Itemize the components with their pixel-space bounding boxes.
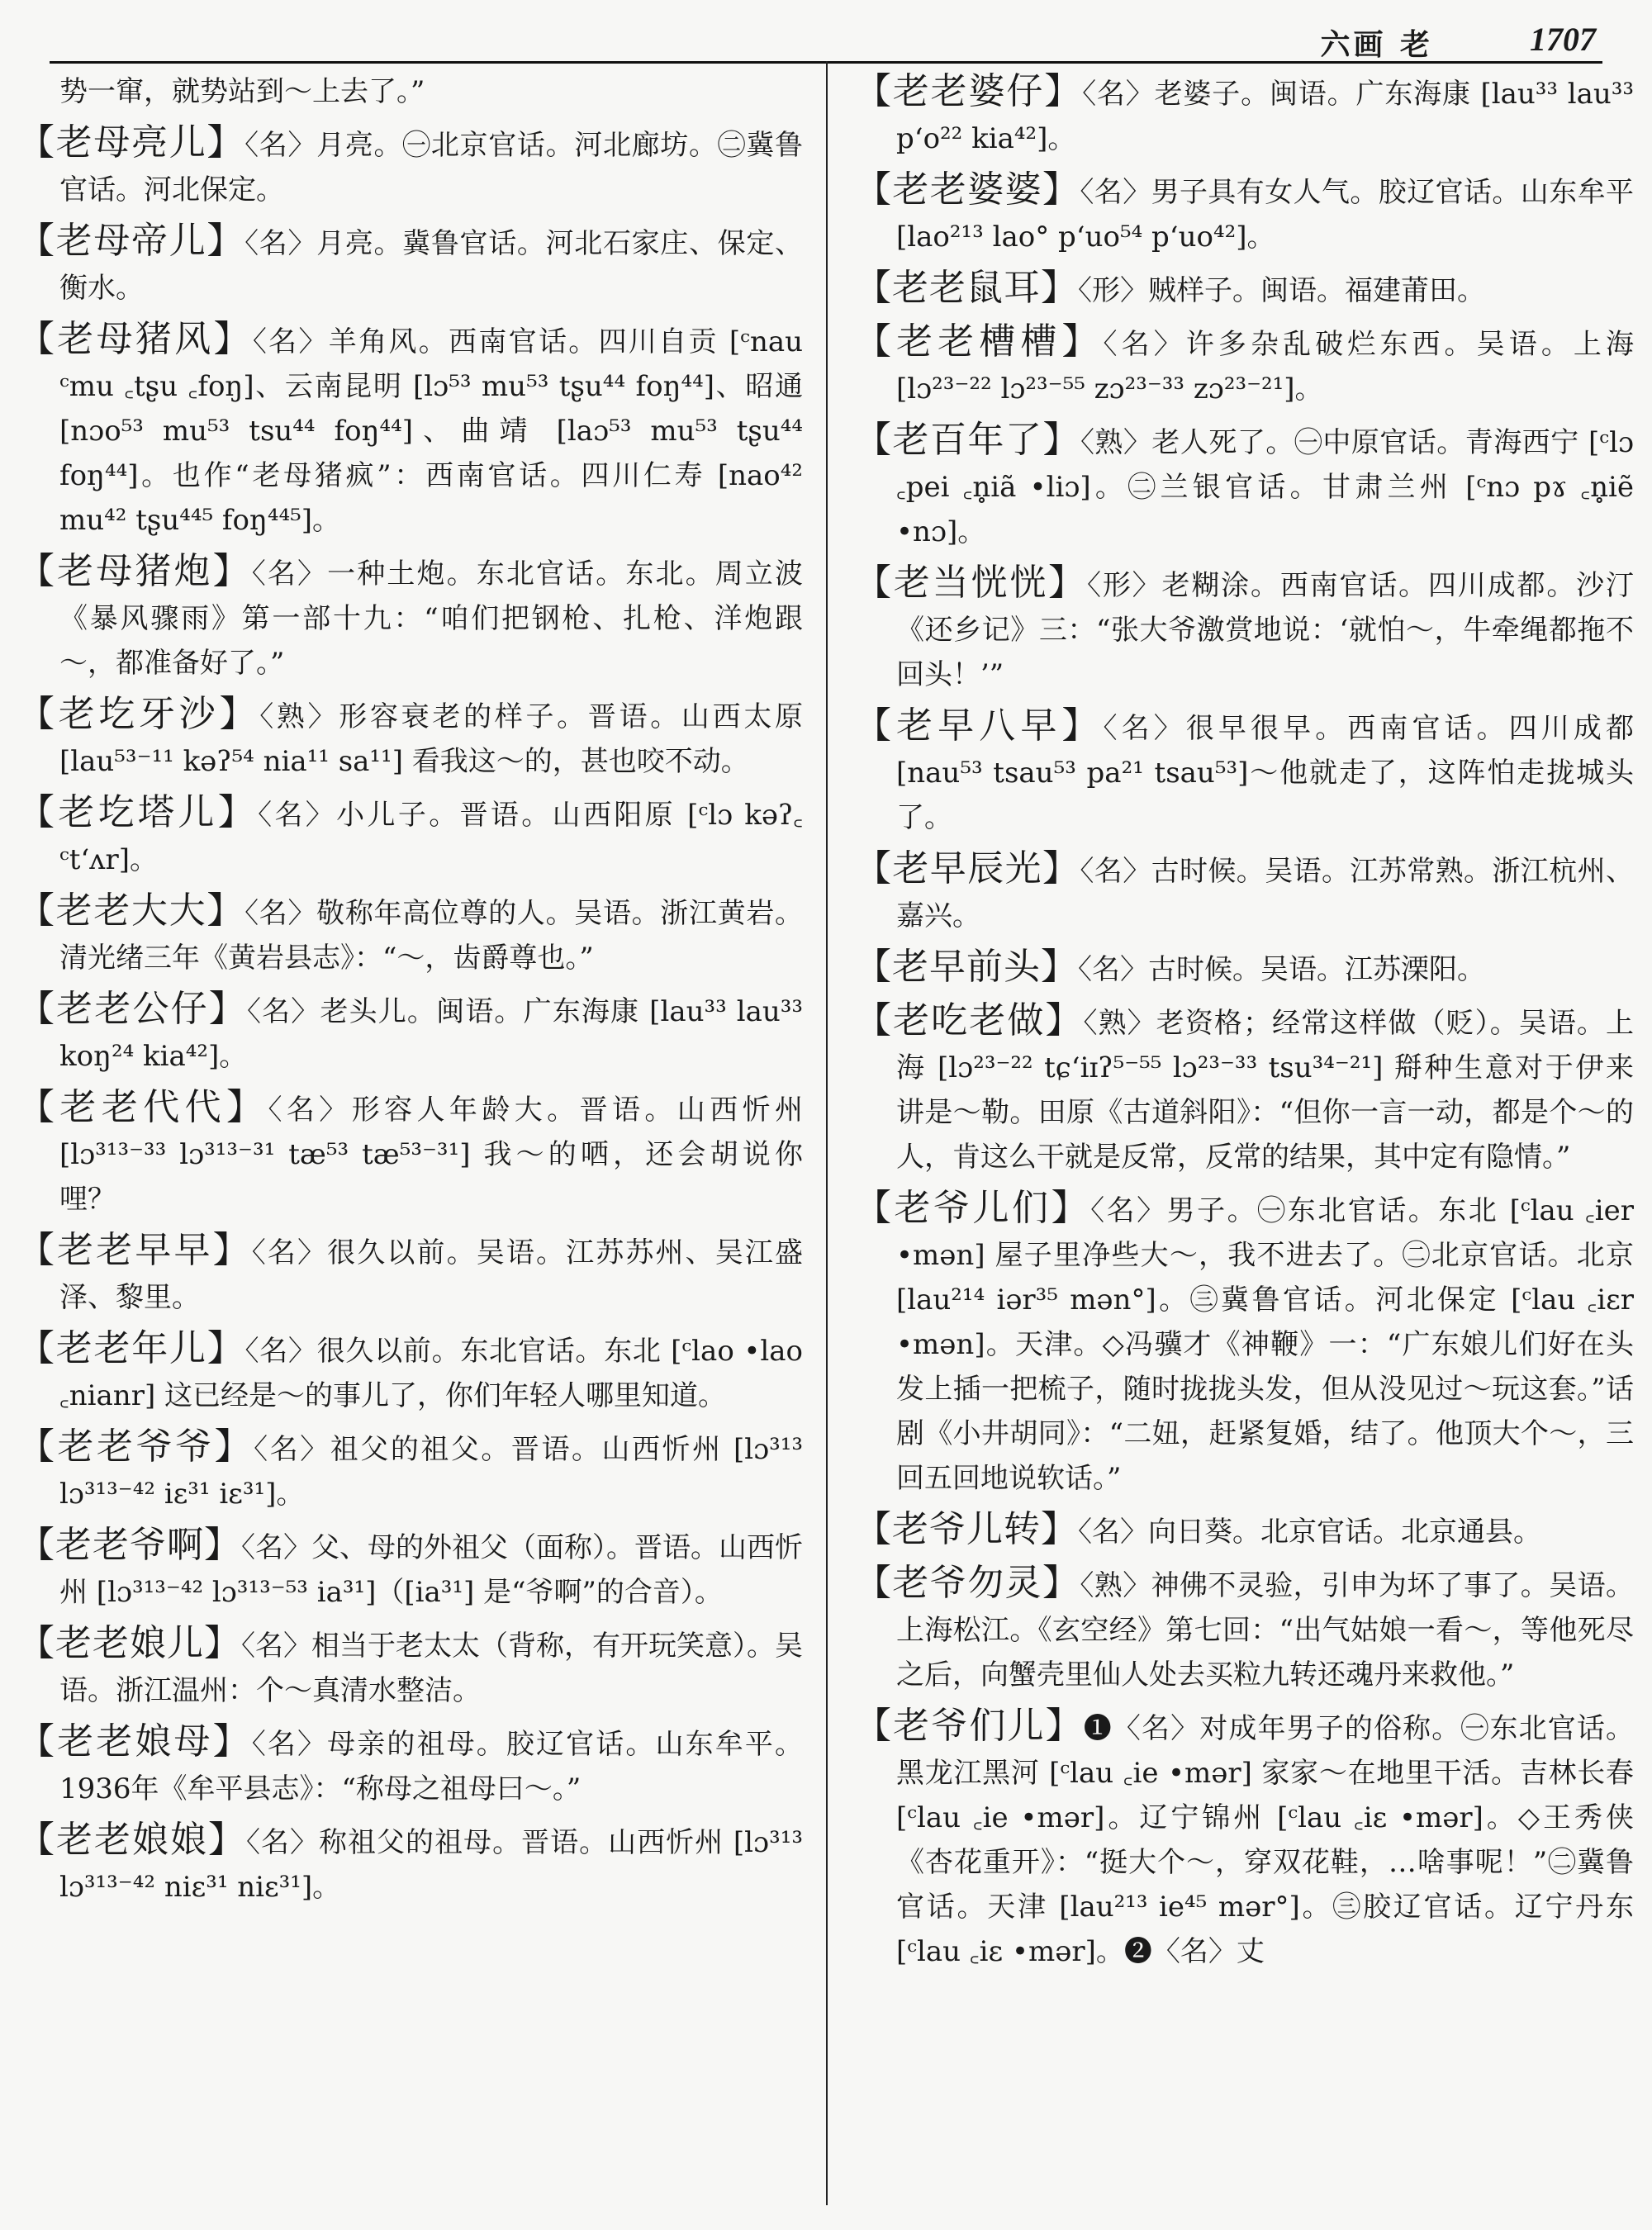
column-divider: [826, 61, 828, 2205]
dictionary-entry: [18, 1523, 803, 1615]
entry-headword: 【老爷儿转】: [855, 1508, 1078, 1550]
entry-part-of-speech: 〈形〉: [1087, 569, 1162, 602]
dictionary-entry: [18, 121, 803, 212]
entry-part-of-speech: 〈熟〉: [1083, 1007, 1156, 1040]
dictionary-entry: [18, 1085, 803, 1222]
dictionary-entry: [855, 69, 1634, 161]
entry-part-of-speech: 〈名〉: [1080, 855, 1151, 888]
entry-part-of-speech: 〈名〉: [244, 897, 317, 930]
entry-part-of-speech: 〈名〉: [1080, 176, 1151, 209]
section-label: 六画 老: [1320, 27, 1433, 62]
entry-part-of-speech: 〈名〉: [246, 1826, 320, 1859]
entry-headword: 【老早八早】: [855, 705, 1104, 747]
dictionary-entry: [855, 999, 1634, 1179]
entry-headword: 【老吃老做】: [855, 999, 1084, 1041]
dictionary-entry: [855, 266, 1634, 313]
entry-definition: 月亮。㊀北京官话。河北廊坊。㊁冀鲁官话。河北保定。: [59, 129, 804, 206]
entry-headword: 【老百年了】: [855, 419, 1080, 461]
entry-part-of-speech: 〈名〉: [251, 558, 328, 591]
dictionary-entry: [18, 692, 803, 784]
entry-definition: 月亮。冀鲁官话。河北石家庄、保定、衡水。: [59, 227, 804, 305]
entry-definition: 贼样子。闽语。福建莆田。: [1148, 274, 1485, 307]
entry-headword: 【老圪牙沙】: [18, 693, 260, 735]
entry-headword: 【老老爷啊】: [18, 1524, 241, 1566]
entry-part-of-speech: 〈名〉: [251, 1728, 328, 1761]
dictionary-entry: [855, 1561, 1634, 1697]
entry-part-of-speech: 〈名〉: [268, 1094, 352, 1127]
entry-headword: 【老母猪风】: [18, 318, 253, 360]
entry-headword: 【老老娘儿】: [18, 1622, 241, 1664]
entry-definition: 羊角风。西南官话。四川自贡 [ᶜnau ᶜmu ꜀tʂu ꜀foŋ]、云南昆明 [lɔ⁵³ mu⁵³ tʂu⁴⁴ foŋ⁴⁴]、昭通 [nɔo⁵³ mu⁵³ tsu⁴⁴ foŋ⁴⁴]、曲靖 [laɔ⁵³ mu⁵³ tʂu⁴⁴ foŋ⁴⁴]。也作“老母猪疯”：西南官话。四川仁寿 [nao⁴² mu⁴² tʂu⁴⁴⁵ foŋ⁴⁴⁵]。: [59, 325, 804, 537]
entry-part-of-speech: 〈名〉: [1078, 1516, 1148, 1549]
entry-definition: 许多杂乱破烂东西。吴语。上海 [lɔ²³⁻²² lɔ²³⁻⁵⁵ zɔ²³⁻³³ zɔ²³⁻²¹]。: [896, 328, 1635, 406]
entry-definition: 很早很早。西南官话。四川成都 [nau⁵³ tsau⁵³ pa²¹ tsau⁵³]～他就走了，这阵怕走拢城头了。: [896, 712, 1635, 834]
entry-headword: 【老母帝儿】: [18, 220, 245, 262]
entry-definition: 老资格；经常这样做（贬）。吴语。上海 [lɔ²³⁻²² tɕ‘iɪʔ⁵⁻⁵⁵ lɔ²³⁻³³ tsu³⁴⁻²¹] 搿种生意对于伊来讲是～勒。田原《古道斜阳》：“但你一言一动，都是个～的人，肯这么干就是反常，反常的结果，其中定有隐情。”: [896, 1007, 1635, 1174]
entry-part-of-speech: 〈名〉: [246, 995, 320, 1028]
dictionary-entry: [18, 1326, 803, 1418]
entry-definition: 称祖父的祖母。晋语。山西忻州 [lɔ³¹³ lɔ³¹³⁻⁴² niɛ³¹ niɛ³¹]。: [59, 1826, 803, 1904]
entry-definition: 老头儿。闽语。广东海康 [lau³³ lau³³ koŋ²⁴ kia⁴²]。: [59, 995, 804, 1073]
entry-headword: 【老老婆婆】: [855, 168, 1080, 211]
dictionary-entry: [18, 987, 803, 1079]
entry-headword: 【老爷儿们】: [855, 1187, 1091, 1229]
entry-part-of-speech: 〈熟〉: [1080, 426, 1152, 459]
entry-headword: 【老老早早】: [18, 1229, 252, 1271]
entry-part-of-speech: 〈名〉: [1078, 953, 1148, 986]
entry-definition: 对成年男子的俗称。㊀东北官话。黑龙江黑河 [ᶜlau ꜀ie •mər] 家家～在地里干活。吉林长春 [ᶜlau ꜀ie •mər]。辽宁锦州 [ᶜlau ꜀iɛ •mər]。◇王秀侠《杏花重开》：“挺大个～，穿双花鞋，…啥事呢！”㊁冀鲁官话。天津 [lau²¹³ ie⁴⁵ mər°]。㊂胶辽官话。辽宁丹东 [ᶜlau ꜀iɛ •mər]。❷〈名〉丈: [896, 1712, 1634, 1968]
entry-part-of-speech: 〈名〉: [1103, 328, 1186, 361]
dictionary-entry: [18, 889, 803, 980]
dictionary-entry: [18, 219, 803, 311]
dictionary-entry: [855, 418, 1634, 554]
entry-headword: 【老早前头】: [855, 946, 1078, 988]
dictionary-entry: [855, 561, 1634, 697]
entry-headword: 【老老娘母】: [18, 1720, 252, 1763]
entry-definition: 敬称年高位尊的人。吴语。浙江黄岩。清光绪三年《黄岩县志》：“～，齿爵尊也。”: [59, 897, 804, 975]
entry-definition: 相当于老太太（背称，有开玩笑意）。吴语。浙江温州：个～真清水整洁。: [59, 1630, 803, 1707]
entry-part-of-speech: 〈名〉: [1090, 1194, 1167, 1227]
entry-headword: 【老老代代】: [18, 1086, 268, 1128]
entry-part-of-speech: 〈名〉: [254, 1433, 330, 1466]
entry-definition: 老婆子。闽语。广东海康 [lau³³ lau³³ p‘o²² kia⁴²]。: [896, 78, 1635, 155]
entry-part-of-speech: 〈名〉: [244, 227, 317, 260]
entry-definition: 祖父的祖父。晋语。山西忻州 [lɔ³¹³ lɔ³¹³⁻⁴² iɛ³¹ iɛ³¹]。: [59, 1433, 804, 1511]
entry-headword: 【老早辰光】: [855, 847, 1080, 890]
page-header: [50, 18, 1602, 62]
entry-headword: 【老老大大】: [18, 890, 245, 932]
right-column: [855, 69, 1634, 2230]
entry-definition: 形容衰老的样子。晋语。山西太原 [lau⁵³⁻¹¹ kəʔ⁵⁴ nia¹¹ sa¹¹] 看我这～的，甚也咬不动。: [59, 700, 804, 778]
entry-part-of-speech: 〈名〉: [1082, 78, 1155, 111]
dictionary-entry: [855, 1186, 1634, 1501]
continued-text: 势一窜，就势站到～上去了。”: [59, 75, 425, 108]
dictionary-entry: [855, 945, 1634, 992]
entry-part-of-speech: 〈名〉: [241, 1531, 311, 1564]
dictionary-entry: [18, 1720, 803, 1811]
entry-headword: 【老老婆仔】: [855, 70, 1083, 112]
entry-headword: 【老老爷爷】: [18, 1426, 254, 1468]
entry-headword: 【老爷们儿】: [855, 1705, 1084, 1747]
entry-definition: 很久以前。吴语。江苏苏州、吴江盛泽、黎里。: [59, 1236, 803, 1314]
entry-part-of-speech: 〈名〉: [244, 1335, 317, 1368]
entry-definition: 古时候。吴语。江苏常熟。浙江杭州、嘉兴。: [896, 855, 1635, 932]
entry-headword: 【老老公仔】: [18, 988, 247, 1030]
entry-definition: 母亲的祖母。胶辽官话。山东牟平。1936年《牟平县志》：“称母之祖母曰～。”: [59, 1728, 803, 1805]
entry-part-of-speech: 〈名〉: [252, 325, 329, 358]
dictionary-entry: [855, 847, 1634, 938]
entry-definition: 形容人年龄大。晋语。山西忻州 [lɔ³¹³⁻³³ lɔ³¹³⁻³¹ tæ⁵³ tæ⁵³⁻³¹] 我～的哂，还会胡说你哩？: [59, 1094, 804, 1216]
entry-definition: 神佛不灵验，引申为坏了事了。吴语。上海松江。《玄空经》第七回：“出气姑娘一看～，等他死尽之后，向蟹壳里仙人处去买粒九转还魂丹来救他。”: [896, 1569, 1635, 1691]
dictionary-entry: [18, 1621, 803, 1713]
entry-headword: 【老老鼠耳】: [855, 267, 1078, 309]
dictionary-entry: [18, 549, 803, 686]
entry-definition: 男子具有女人气。胶辽官话。山东牟平 [lao²¹³ lao° p‘uo⁵⁴ p‘uo⁴²]。: [896, 176, 1635, 254]
entry-headword: 【老母亮儿】: [18, 121, 245, 164]
dictionary-entry: [855, 1704, 1634, 1974]
left-column: [18, 69, 803, 2230]
dictionary-entry: [855, 320, 1634, 411]
entry-part-of-speech: 〈名〉: [251, 1236, 328, 1269]
dictionary-entry: [855, 168, 1634, 259]
entry-definition: 很久以前。东北官话。东北 [ᶜlao •lao ꜀nianr] 这已经是～的事儿了，你们年轻人哪里知道。: [59, 1335, 804, 1412]
entry-definition: 古时候。吴语。江苏溧阳。: [1148, 953, 1485, 986]
entry-headword: 【老老娘娘】: [18, 1819, 247, 1861]
entry-part-of-speech: ❶〈名〉: [1083, 1712, 1200, 1745]
entry-part-of-speech: 〈熟〉: [259, 700, 339, 733]
entry-definition: 父、母的外祖父（面称）。晋语。山西忻州 [lɔ³¹³⁻⁴² lɔ³¹³⁻⁵³ ia³¹]（[ia³¹] 是“爷啊”的合音）。: [59, 1531, 803, 1609]
entry-headword: 【老爷勿灵】: [855, 1562, 1080, 1604]
entry-definition: 老糊涂。西南官话。四川成都。沙汀《还乡记》三：“张大爷激赏地说：‘就怕～，牛牵绳都拖不回头！’”: [896, 569, 1634, 691]
dictionary-entry: [18, 1818, 803, 1910]
entry-part-of-speech: 〈名〉: [1103, 712, 1186, 745]
entry-definition: 男子。㊀东北官话。东北 [ᶜlau ꜀ier •mən] 屋子里净些大～，我不进去了。㊁北京官话。北京 [lau²¹⁴ iər³⁵ mən°]。㊂冀鲁官话。河北保定 [ᶜlau ꜀iɛr •mən]。天津。◇冯骥才《神鞭》一：“广东娘儿们好在头发上插一把梳子，随时拢拢头发，但从没见过～玩这套。”话剧《小井胡同》：“二妞，赶紧复婚，结了。他顶大个～，三回五回地说软话。”: [896, 1194, 1634, 1495]
entry-part-of-speech: 〈名〉: [241, 1630, 311, 1663]
entry-headword: 【老母猪炮】: [18, 550, 252, 592]
entry-part-of-speech: 〈形〉: [1078, 274, 1148, 307]
dictionary-entry: [855, 1507, 1634, 1554]
entry-part-of-speech: 〈熟〉: [1080, 1569, 1151, 1602]
entry-definition: 一种土炮。东北官话。东北。周立波《暴风骤雨》第一部十九：“咱们把钢枪、扎枪、洋炮跟～，都准备好了。”: [59, 558, 803, 680]
dictionary-entry: [18, 1228, 803, 1320]
entry-headword: 【老当恍恍】: [855, 562, 1087, 604]
entry-headword: 【老老槽槽】: [855, 320, 1104, 363]
entry-headword: 【老圪塔儿】: [18, 791, 259, 833]
entry-part-of-speech: 〈名〉: [258, 799, 337, 832]
page-number: 1707: [1530, 21, 1596, 58]
dictionary-entry: [18, 1425, 803, 1516]
dictionary-entry: [18, 790, 803, 882]
dictionary-entry: [18, 317, 803, 543]
entry-definition: 老人死了。㊀中原官话。青海西宁 [ᶜlɔ ꜀pei ꜀n̥iã •liɔ]。㊁兰银官话。甘肃兰州 [ᶜnɔ pɤ ꜀n̥iẽ •nɔ]。: [896, 426, 1634, 548]
entry-headword: 【老老年儿】: [18, 1327, 245, 1369]
entry-part-of-speech: 〈名〉: [244, 129, 317, 162]
entry-definition: 小儿子。晋语。山西阳原 [ᶜlɔ kəʔ꜀ ᶜt‘ʌr]。: [59, 799, 804, 876]
entry-definition: 向日葵。北京官话。北京通县。: [1148, 1516, 1541, 1549]
dictionary-entry: [855, 704, 1634, 840]
